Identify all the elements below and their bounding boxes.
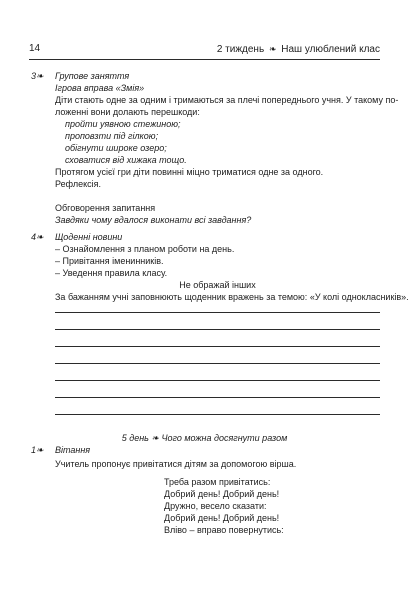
poem-line: Дружно, весело сказати:	[164, 501, 267, 511]
chapter-heading	[217, 43, 380, 56]
page-number: 14	[29, 43, 41, 54]
section-number: 1❧	[31, 445, 44, 455]
spacer	[55, 190, 380, 202]
reflection-label: Рефлексія.	[55, 179, 101, 189]
writing-line	[55, 380, 380, 381]
paragraph-line: Протягом усієї гри діти повинні міцно триматися одне за одного.	[55, 167, 324, 177]
chapter-title: Наш улюблений клас	[281, 44, 380, 55]
obstacle-item: пройти уявною стежиною;	[65, 119, 181, 129]
writing-line	[55, 346, 380, 347]
poem-line: Добрий день! Добрий день!	[164, 489, 280, 499]
discussion-label: Обговорення запитання	[55, 203, 156, 213]
class-rule: Не ображай інших	[179, 280, 256, 290]
section-number: 3❧	[31, 71, 44, 81]
leaf-ornament-icon: ❧	[151, 433, 159, 443]
writing-line	[55, 397, 380, 398]
section-daily-news	[31, 231, 409, 303]
section-title: Групове заняття	[55, 71, 130, 81]
writing-line	[55, 363, 380, 364]
section-number: 4❧	[31, 232, 44, 242]
leaf-ornament-icon: ❧	[268, 44, 277, 54]
poem-line: Добрий день! Добрий день!	[164, 513, 280, 523]
poem	[164, 476, 284, 536]
day-label: 5 день	[121, 433, 149, 443]
section-title: Вітання	[55, 445, 91, 455]
chapter-week: 2 тиждень	[216, 44, 265, 55]
running-header	[29, 43, 380, 57]
paragraph-line: Діти стають одне за одним і тримаються за плечі попереднього учня. У такому по-	[55, 95, 399, 105]
diary-instruction: За бажанням учні заповнюють щоденник вражень за темою: «У колі однокласників».	[55, 292, 409, 302]
discussion-question: Завдяки чому вдалося виконати всі завдання?	[55, 215, 252, 225]
obstacle-item: сховатися від хижака тощо.	[65, 155, 187, 165]
section-greeting	[31, 444, 380, 470]
obstacle-item: обігнути широке озеро;	[65, 143, 167, 153]
section-title: Щоденні новини	[55, 232, 123, 242]
day-title: Чого можна досягнути разом	[161, 433, 288, 443]
writing-line	[55, 312, 380, 313]
poem-line: Треба разом привітатись:	[164, 477, 271, 487]
obstacle-item: проповзти під гілкою;	[65, 131, 159, 141]
writing-line	[55, 414, 380, 415]
game-title: Ігрова вправа «Змія»	[55, 83, 145, 93]
header-rule	[29, 59, 380, 60]
writing-line	[55, 329, 380, 330]
paragraph-line: ложенні вони долають перешкоди:	[55, 107, 200, 117]
news-item: – Уведення правила класу.	[55, 268, 168, 278]
news-item: – Ознайомлення з планом роботи на день.	[55, 244, 235, 254]
poem-line: Вліво – вправо повернутись:	[164, 525, 284, 535]
section-group-activity	[31, 70, 399, 226]
day-heading	[0, 432, 409, 444]
news-item: – Привітання іменинників.	[55, 256, 164, 266]
greeting-instruction: Учитель пропонує привітатися дітям за допомогою вірша.	[55, 459, 297, 469]
